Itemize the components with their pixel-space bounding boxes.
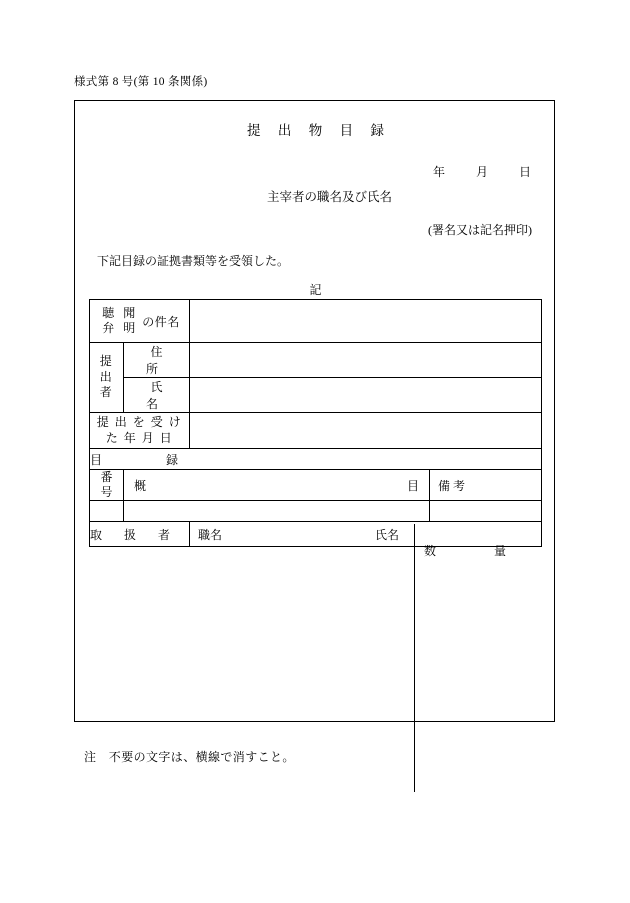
date-year: 年 [432,165,446,179]
name-label: 氏 名 [145,380,193,411]
footer-note: 注 不要の文字は、横線で消すこと。 [84,750,295,764]
table-row-body [90,501,542,522]
submit-date-label [90,413,189,448]
col-header-summary-left: 概 [134,478,147,493]
handler-shimei-label: 氏名 [375,527,400,542]
form-number: 様式第 8 号(第 10 条関係) [74,76,208,88]
case-label-stack [99,306,138,336]
body-divider-quantity [414,524,415,792]
table-row-submit-date [90,413,542,449]
case-label-cell [90,300,190,343]
body-summary-cell[interactable] [124,501,430,522]
address-label: 住 所 [145,345,193,376]
name-value-cell[interactable] [190,378,542,413]
catalog-label: 目 録 [90,452,205,467]
handler-shokumei-label: 職名 [198,527,223,542]
receipt-statement: 下記目録の証拠書類等を受領した。 [97,254,290,268]
table-row-name [90,378,542,413]
col-header-quantity-right: 量 [493,544,506,558]
case-label [90,300,189,342]
col-header-remarks-label [430,477,541,494]
col-header-quantity-remarks [430,470,542,501]
body-remarks-cell[interactable] [430,501,542,522]
catalog-title-cell [90,449,542,470]
col-header-summary-right: 目 [406,478,419,493]
name-label-cell [124,378,193,413]
page-title: 提 出 物 目 録 [247,123,391,138]
table-row-case [90,300,542,343]
handler-label-cell [90,522,190,547]
ki-label: 記 [309,283,322,297]
submit-date-label-line1: 提 出 を 受 け [96,415,183,429]
col-header-remarks-right: 考 [453,478,466,493]
col-header-number-line1: 番 号 [100,470,113,500]
host-name-label: 主宰者の職名及び氏名 [266,190,392,204]
case-label-line1: 聴 聞 [102,306,139,320]
col-header-remarks-left: 備 [438,478,451,493]
handler-fields [190,528,399,542]
date-line [433,163,532,180]
body-number-cell[interactable] [90,501,124,522]
date-month: 月 [475,165,489,179]
submit-date-label-line2: た 年 月 日 [105,430,174,445]
date-day: 日 [518,165,532,179]
submitter-label-line1: 提 出 [99,354,114,384]
table-row-handler [90,522,542,547]
submitter-label-line2: 者 [99,385,114,400]
case-label-line2: 弁 明 [102,321,139,335]
handler-label: 取 扱 者 [90,527,176,542]
table-row-column-headers [90,470,542,501]
col-header-number-label [90,470,123,500]
form-outer-frame [74,100,555,722]
signature-note: (署名又は記名押印) [428,223,532,237]
case-label-tail: の件名 [142,314,180,329]
table-row-address [90,343,542,378]
submitter-label [90,352,123,403]
submission-table [89,299,542,547]
submitter-label-cell [90,343,124,413]
address-value-cell[interactable] [190,343,542,378]
col-header-summary-label [124,477,429,494]
submit-date-label-cell [90,413,190,449]
case-value-cell[interactable] [190,300,542,343]
handler-fields-cell[interactable] [190,522,542,547]
address-label-cell [124,343,193,378]
col-header-quantity-left: 数 [424,544,437,558]
table-row-catalog-title [90,449,542,470]
col-header-number [90,470,124,501]
col-header-summary [124,470,430,501]
submit-date-value-cell[interactable] [190,413,542,449]
